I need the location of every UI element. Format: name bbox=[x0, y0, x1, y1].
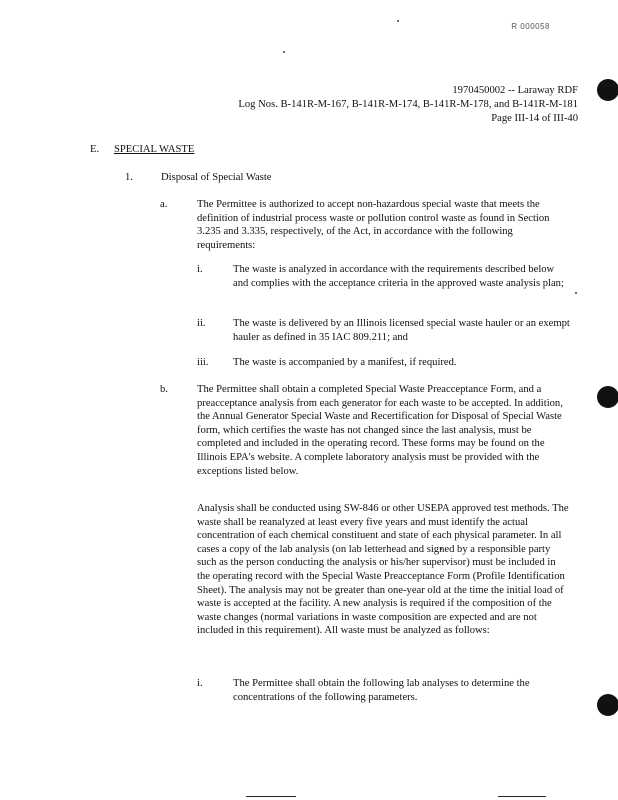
footer-rule-left bbox=[246, 796, 296, 797]
punch-hole-middle bbox=[597, 386, 618, 408]
item-a-i-marker: i. bbox=[197, 264, 203, 275]
scan-speck bbox=[575, 292, 577, 294]
subsection-marker: 1. bbox=[125, 172, 133, 183]
item-b-i-marker: i. bbox=[197, 678, 203, 689]
section-marker: E. bbox=[90, 144, 100, 155]
section-title: SPECIAL WASTE bbox=[114, 144, 195, 155]
header-page-number: Page III-14 of III-40 bbox=[491, 113, 578, 124]
footer-rule-right bbox=[498, 796, 546, 797]
item-b-i-text: The Permittee shall obtain the following lab analyses to determine the concentrations of the following parameters. bbox=[233, 678, 530, 703]
item-b-marker: b. bbox=[160, 384, 168, 395]
punch-hole-bottom bbox=[597, 694, 618, 716]
header-log-numbers: Log Nos. B-141R-M-167, B-141R-M-174, B-141R-M-178, and B-141R-M-181 bbox=[238, 99, 578, 110]
item-a-iii-marker: iii. bbox=[197, 357, 209, 368]
item-a-text: The Permittee is authorized to accept non-hazardous special waste that meets the definition of industrial process waste or pollution control waste as found in Section 3.235 and 3.335, respectively, of the Act, in accordance with the following requirements: bbox=[197, 199, 550, 251]
scan-speck bbox=[397, 20, 399, 22]
header-facility: 1970450002 -- Laraway RDF bbox=[452, 85, 578, 96]
punch-hole-top bbox=[597, 79, 618, 101]
document-id: R 000058 bbox=[511, 22, 550, 31]
item-b-text: The Permittee shall obtain a completed Special Waste Preacceptance Form, and a preacceptance analysis from each generator for each waste to be accepted. In addition, the Annual Generator Special Waste and Recertification for Disposal of Special Waste form, which certifies the waste has not changed since the last analysis, must be completed and included in the operating record. These forms may be found on the Illinois EPA's website. A complete laboratory analysis must be provided with the exceptions listed below. bbox=[197, 384, 563, 477]
item-a-i-text: The waste is analyzed in accordance with the requirements described below and complies with the acceptance criteria in the approved waste analysis plan; bbox=[233, 264, 564, 289]
subsection-title: Disposal of Special Waste bbox=[161, 172, 272, 183]
item-a-marker: a. bbox=[160, 199, 168, 210]
item-a-ii-text: The waste is delivered by an Illinois licensed special waste hauler or an exempt hauler as defined in 35 IAC 809.211; and bbox=[233, 318, 570, 343]
item-b-analysis-text: Analysis shall be conducted using SW-846 or other USEPA approved test methods. The waste shall be reanalyzed at least every five years and must identify the actual concentration of each chemical constituent and state of each physical parameter. In all cases a copy of the lab analysis (on lab letterhead and signed by a responsible party such as the person conducting the analysis or his/her supervisor) must be included in the operating record with the Special Waste Preacceptance Form (Profile Identification Sheet). The analysis may not be greater than one-year old at the time the initial load of waste is accepted at the facility. A new analysis is required if the composition of the waste changes (normal variations in waste composition are expected and are not included in this requirement). All waste must be analyzed as follows: bbox=[197, 503, 569, 637]
scan-speck bbox=[283, 51, 285, 53]
item-a-iii-text: The waste is accompanied by a manifest, if required. bbox=[233, 357, 457, 368]
item-a-ii-marker: ii. bbox=[197, 318, 206, 329]
